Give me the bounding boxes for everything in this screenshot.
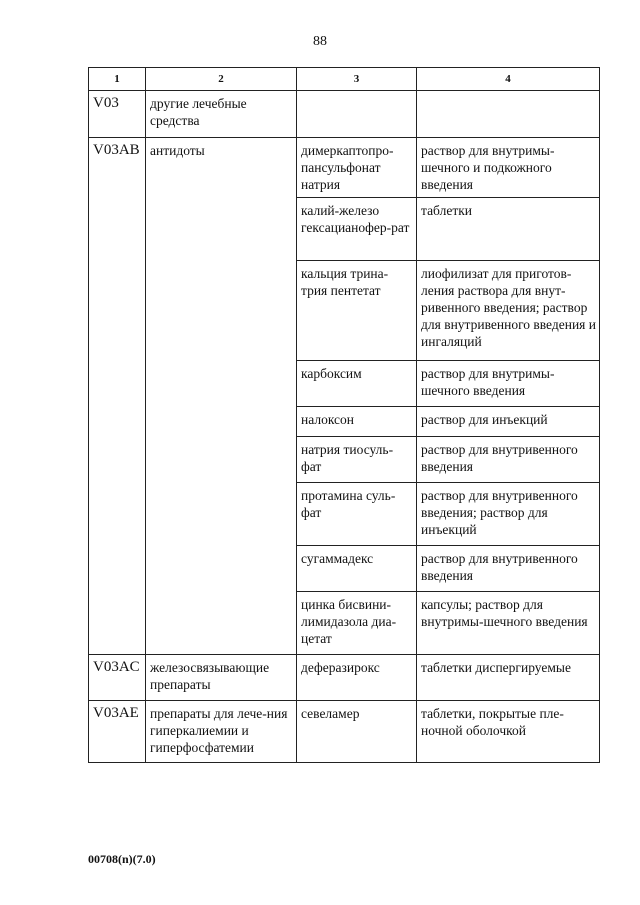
dosage-form: раствор для внутривенного введения (417, 546, 600, 592)
drug-name: севеламер (297, 701, 417, 763)
drug-name: димеркаптопро-пансульфонат натрия (297, 138, 417, 198)
drug-name: деферазирокс (297, 655, 417, 701)
page-number: 88 (313, 34, 327, 49)
atc-code: V03 (89, 91, 146, 138)
drug-table (88, 67, 600, 763)
table-row (89, 701, 600, 763)
header-col-2: 2 (146, 68, 297, 91)
header-col-1: 1 (89, 68, 146, 91)
dosage-form: раствор для внутримы-шечного введения (417, 361, 600, 407)
dosage-form: таблетки (417, 198, 600, 261)
table-row (89, 138, 600, 198)
atc-code: V03AC (89, 655, 146, 701)
dosage-form: таблетки, покрытые пле-ночной оболочкой (417, 701, 600, 763)
drug-name (297, 91, 417, 138)
atc-code: V03AB (89, 138, 146, 655)
dosage-form: таблетки диспергируемые (417, 655, 600, 701)
dosage-form (417, 91, 600, 138)
drug-name: протамина суль-фат (297, 483, 417, 546)
header-col-4: 4 (417, 68, 600, 91)
group-name: железосвязывающие препараты (146, 655, 297, 701)
drug-name: кальция трина-трия пентетат (297, 261, 417, 361)
group-name: препараты для лече-ния гиперкалиемии и гиперфосфатемии (146, 701, 297, 763)
dosage-form: раствор для инъекций (417, 407, 600, 437)
table-row (89, 655, 600, 701)
drug-name: калий-железо гексацианофер-рат (297, 198, 417, 261)
drug-name: налоксон (297, 407, 417, 437)
dosage-form: капсулы; раствор для внутримы-шечного введения (417, 592, 600, 655)
dosage-form: раствор для внутривенного введения (417, 437, 600, 483)
group-name: антидоты (146, 138, 297, 655)
drug-name: карбоксим (297, 361, 417, 407)
header-col-3: 3 (297, 68, 417, 91)
table-row (89, 91, 600, 138)
atc-code: V03AE (89, 701, 146, 763)
dosage-form: лиофилизат для приготов-ления раствора для внут-ривенного введения; раствор для внутривенного введения и ингаляций (417, 261, 600, 361)
drug-name: натрия тиосуль-фат (297, 437, 417, 483)
document-code: 00708(n)(7.0) (88, 852, 156, 866)
group-name: другие лечебные средства (146, 91, 297, 138)
dosage-form: раствор для внутривенного введения; раствор для инъекций (417, 483, 600, 546)
drug-name: сугаммадекс (297, 546, 417, 592)
drug-name: цинка бисвини-лимидазола диа-цетат (297, 592, 417, 655)
header-row (89, 68, 600, 91)
dosage-form: раствор для внутримы-шечного и подкожного введения (417, 138, 600, 198)
